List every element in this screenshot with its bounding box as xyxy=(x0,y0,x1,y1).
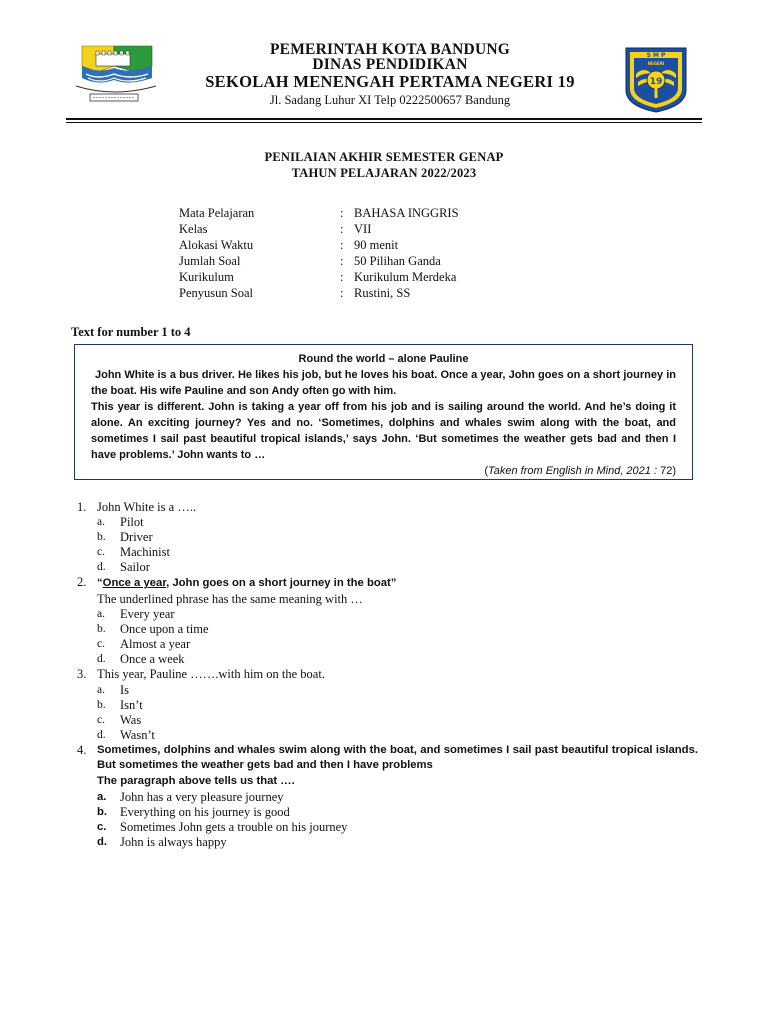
answer-option[interactable] xyxy=(71,622,698,637)
option-letter: d. xyxy=(97,835,108,848)
option-text: Everything on his journey is good xyxy=(120,804,290,819)
bandung-city-emblem-icon xyxy=(68,44,160,112)
info-label: Kurikulum xyxy=(179,270,234,284)
info-label: Kelas xyxy=(179,222,208,236)
info-colon: : xyxy=(340,286,344,300)
answer-option[interactable] xyxy=(71,530,698,545)
answer-option[interactable] xyxy=(71,607,698,622)
info-colon: : xyxy=(340,222,344,236)
option-letter: b. xyxy=(97,531,106,544)
answer-option[interactable] xyxy=(71,637,698,652)
option-letter: d. xyxy=(97,728,106,741)
letterhead xyxy=(0,0,768,125)
info-label: Mata Pelajaran xyxy=(179,206,255,220)
question-3 xyxy=(71,667,698,682)
info-colon: : xyxy=(340,238,344,252)
quote-open: “ xyxy=(97,577,103,590)
option-letter: d. xyxy=(97,653,106,666)
question-4-stem xyxy=(71,773,698,789)
header-school-name: SEKOLAH MENENGAH PERTAMA NEGERI 19 xyxy=(205,72,575,91)
option-text: Wasn’t xyxy=(120,727,155,742)
option-letter: a. xyxy=(97,608,105,621)
letterhead-text xyxy=(170,42,610,108)
header-rule-thin xyxy=(66,122,702,123)
option-letter: c. xyxy=(97,638,105,651)
answer-option[interactable] xyxy=(71,560,698,575)
question-2 xyxy=(71,575,698,591)
answer-option[interactable] xyxy=(71,515,698,530)
question-2-stem xyxy=(71,592,698,607)
info-value: 50 Pilihan Ganda xyxy=(354,254,441,268)
source-page: 72 xyxy=(660,465,673,477)
info-value: Rustini, SS xyxy=(354,286,411,300)
option-text: Once a week xyxy=(120,652,185,667)
option-text: Once upon a time xyxy=(120,622,209,637)
question-stem: The underlined phrase has the same meaning with … xyxy=(97,591,363,606)
question-stem: John White is a ….. xyxy=(97,500,197,514)
logo-negeri-text: NEGERI xyxy=(647,61,665,66)
answer-option[interactable] xyxy=(71,835,698,850)
question-number: 2. xyxy=(77,575,87,590)
info-value: BAHASA INGGRIS xyxy=(354,206,459,220)
question-list xyxy=(71,500,698,850)
answer-option[interactable] xyxy=(71,805,698,820)
header-department: DINAS PENDIDIKAN xyxy=(312,56,468,73)
passage-paragraph-1: John White is a bus driver. He likes his job, but he loves his boat. Once a year, John goes on a short journey in the boat. His wife Pauline and son Andy often go with him. xyxy=(91,369,676,397)
exam-title xyxy=(0,149,768,181)
question-stem: Sometimes, dolphins and whales swim along with the boat, and sometimes I sail past beautiful tropical islands. But sometimes the weather gets bad and then I have problems xyxy=(97,743,698,772)
header-government: PEMERINTAH KOTA BANDUNG xyxy=(270,41,510,58)
option-letter: c. xyxy=(97,820,107,833)
source-paren-open: ( xyxy=(484,465,489,477)
source-text: Taken from English in Mind, 2021 : xyxy=(488,465,661,477)
option-letter: b. xyxy=(97,623,106,636)
option-text: Isn’t xyxy=(120,697,143,712)
question-number: 4. xyxy=(77,742,87,757)
question-number: 3. xyxy=(77,667,87,682)
logo-smp-text: S M P xyxy=(646,52,666,59)
option-letter: c. xyxy=(97,546,105,559)
header-address: Jl. Sadang Luhur XI Telp 0222500657 Bandung xyxy=(269,93,511,107)
passage-title: Round the world – alone Pauline xyxy=(298,353,469,365)
question-4 xyxy=(71,743,698,774)
option-text: Sometimes John gets a trouble on his journey xyxy=(120,819,348,834)
option-text: Was xyxy=(120,712,142,727)
info-label: Penyusun Soal xyxy=(179,286,253,300)
smp-19-school-logo-icon xyxy=(622,44,690,114)
reading-passage-box xyxy=(74,344,693,480)
info-value: VII xyxy=(354,222,372,236)
info-value: 90 menit xyxy=(354,238,399,252)
option-letter: c. xyxy=(97,713,105,726)
option-text: Pilot xyxy=(120,515,144,530)
option-letter: a. xyxy=(97,790,107,803)
passage-source xyxy=(91,463,676,479)
header-rule-thick xyxy=(66,118,702,120)
exam-title-line1: PENILAIAN AKHIR SEMESTER GENAP xyxy=(264,150,504,164)
option-letter: d. xyxy=(97,561,106,574)
option-text: Is xyxy=(120,682,130,697)
info-colon: : xyxy=(340,254,344,268)
info-colon: : xyxy=(340,270,344,284)
section-label: Text for number 1 to 4 xyxy=(71,325,191,339)
question-1 xyxy=(71,500,698,515)
logo-number-text: 19 xyxy=(649,77,663,87)
option-text: John is always happy xyxy=(120,834,227,849)
info-label: Alokasi Waktu xyxy=(179,238,254,252)
option-letter: a. xyxy=(97,516,105,529)
answer-option[interactable] xyxy=(71,545,698,560)
answer-option[interactable] xyxy=(71,698,698,713)
option-text: John has a very pleasure journey xyxy=(120,789,284,804)
option-letter: b. xyxy=(97,805,108,818)
info-label: Jumlah Soal xyxy=(179,254,241,268)
answer-option[interactable] xyxy=(71,683,698,698)
option-text: Every year xyxy=(120,607,175,622)
question-quote xyxy=(97,577,396,589)
quote-rest: , John goes on a short journey in the boat” xyxy=(166,577,397,590)
exam-title-line2: TAHUN PELAJARAN 2022/2023 xyxy=(291,166,477,180)
option-text: Sailor xyxy=(120,560,150,575)
answer-option[interactable] xyxy=(71,652,698,667)
option-letter: a. xyxy=(97,683,105,696)
answer-option[interactable] xyxy=(71,713,698,728)
option-letter: b. xyxy=(97,698,106,711)
info-colon: : xyxy=(340,206,344,220)
answer-option[interactable] xyxy=(71,820,698,835)
question-stem-2: The paragraph above tells us that …. xyxy=(97,775,295,788)
option-text: Driver xyxy=(120,530,153,545)
underlined-phrase: Once a year xyxy=(102,577,167,590)
source-paren-close: ) xyxy=(672,465,676,477)
question-stem: This year, Pauline …….with him on the boat. xyxy=(97,667,325,682)
info-value: Kurikulum Merdeka xyxy=(354,270,457,284)
option-text: Almost a year xyxy=(120,637,191,652)
passage-paragraph-2: This year is different. John is taking a year off from his job and is sailing around the world. And he’s doing it alone. An exciting journey? Yes and no. ‘Sometimes, dolphins and whales swim along with the boat, and sometimes I sail past beautiful tropical islands,’ says John. ‘But sometimes the weather gets bad and then I have problems.’ John wants to … xyxy=(91,401,676,461)
answer-option[interactable] xyxy=(71,790,698,805)
answer-option[interactable] xyxy=(71,728,698,743)
question-number: 1. xyxy=(77,500,87,514)
option-text: Machinist xyxy=(120,545,170,560)
